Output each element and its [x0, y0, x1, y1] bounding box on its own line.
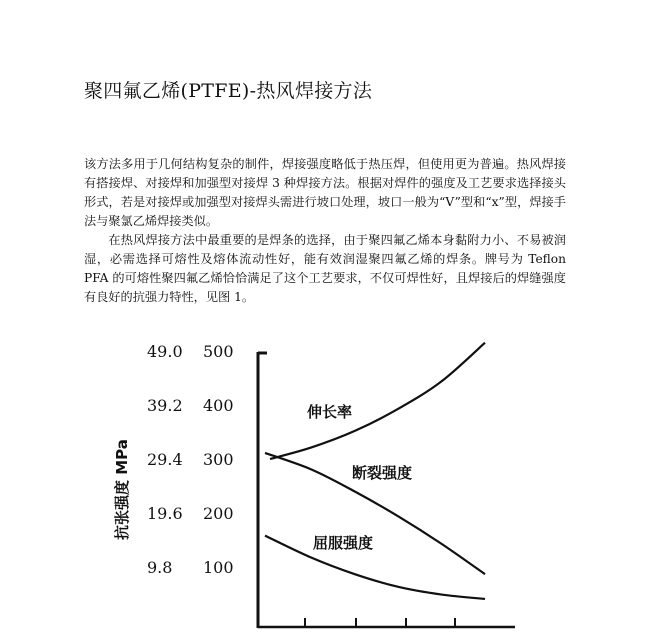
- y-tick-label-mpa: 49.0: [147, 342, 183, 361]
- series-label-3: 屈服强度: [313, 534, 374, 552]
- y-tick-label-percent: 200: [203, 504, 234, 523]
- body-text: [84, 155, 566, 307]
- y-axis-title: 抗张强度 MPa: [113, 439, 131, 540]
- y-tick-label-percent: 500: [203, 342, 234, 361]
- series-line-1: [270, 343, 485, 459]
- y-tick-label-mpa: 19.6: [147, 504, 183, 523]
- paragraph-1: 该方法多用于几何结构复杂的制件，焊接强度略低于热压焊，但使用更为普遍。热风焊接有搭接焊、对接焊和加强型对接焊 3 种焊接方法。根据对焊件的强度及工艺要求选择接头形式，若是对接焊或加强型对接焊头需进行坡口处理，坡口一般为“V”型和“x”型，焊接手法与聚氯乙烯焊接类似。: [84, 157, 566, 228]
- y-tick-label-mpa: 9.8: [147, 558, 173, 577]
- y-tick-label-percent: 100: [203, 558, 234, 577]
- series-label-2: 断裂强度: [352, 464, 413, 482]
- series-label-1: 伸长率: [307, 403, 353, 421]
- y-tick-label-percent: 400: [203, 396, 234, 415]
- y-tick-label-mpa: 39.2: [147, 396, 183, 415]
- y-tick-label-mpa: 29.4: [147, 450, 183, 469]
- page-title: 聚四氟乙烯(PTFE)-热风焊接方法: [84, 80, 373, 102]
- series-line-3: [265, 536, 485, 599]
- y-tick-label-percent: 300: [203, 450, 234, 469]
- paragraph-2: 在热风焊接方法中最重要的是焊条的选择，由于聚四氟乙烯本身黏附力小、不易被润湿，必需选择可熔性及熔体流动性好，能有效润湿聚四氟乙烯的焊条。牌号为 Teflon PFA 的可熔性聚四氟乙烯恰恰满足了这个工艺要求，不仅可焊性好，且焊接后的焊缝强度有良好的抗强力特性，见图 1。: [84, 233, 566, 304]
- figure-1: [0, 330, 660, 633]
- strength-chart: [0, 330, 660, 633]
